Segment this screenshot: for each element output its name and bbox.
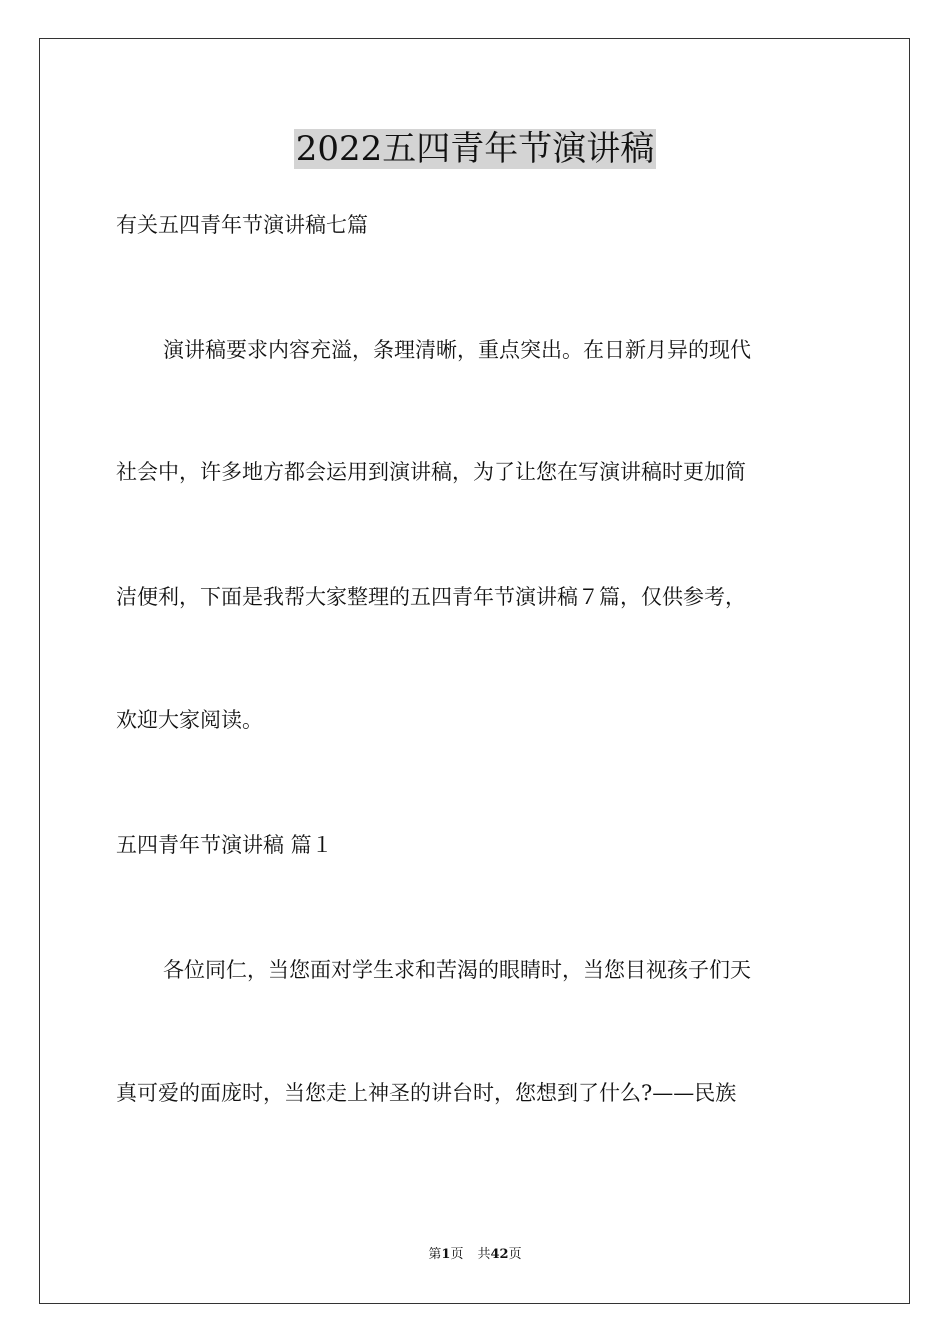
paragraph-line: 洁便利，下面是我帮大家整理的五四青年节演讲稿７篇，仅供参考， xyxy=(116,585,746,609)
total-suffix: 页 xyxy=(508,1247,522,1262)
paragraph-line: 社会中，许多地方都会运用到演讲稿，为了让您在写演讲稿时更加简 xyxy=(116,460,746,484)
subtitle-line: 有关五四青年节演讲稿七篇 xyxy=(116,213,368,237)
page-number: 1 xyxy=(441,1247,451,1262)
page-prefix: 第 xyxy=(428,1247,442,1262)
document-title xyxy=(0,125,950,173)
paragraph-line: 欢迎大家阅读。 xyxy=(116,708,263,732)
total-prefix: 共 xyxy=(477,1247,491,1262)
document-title-text: 2022五四青年节演讲稿 xyxy=(295,129,655,169)
paragraph-line: 演讲稿要求内容充溢，条理清晰，重点突出。在日新月异的现代 xyxy=(163,338,751,362)
section-heading: 五四青年节演讲稿 篇１ xyxy=(116,833,333,857)
paragraph-line: 各位同仁，当您面对学生求和苦渴的眼睛时，当您目视孩子们天 xyxy=(163,958,751,982)
page-footer xyxy=(0,1246,950,1264)
page-suffix: 页 xyxy=(450,1247,464,1262)
total-pages: 42 xyxy=(490,1247,509,1262)
paragraph-line: 真可爱的面庞时，当您走上神圣的讲台时，您想到了什么?——民族 xyxy=(116,1081,737,1105)
